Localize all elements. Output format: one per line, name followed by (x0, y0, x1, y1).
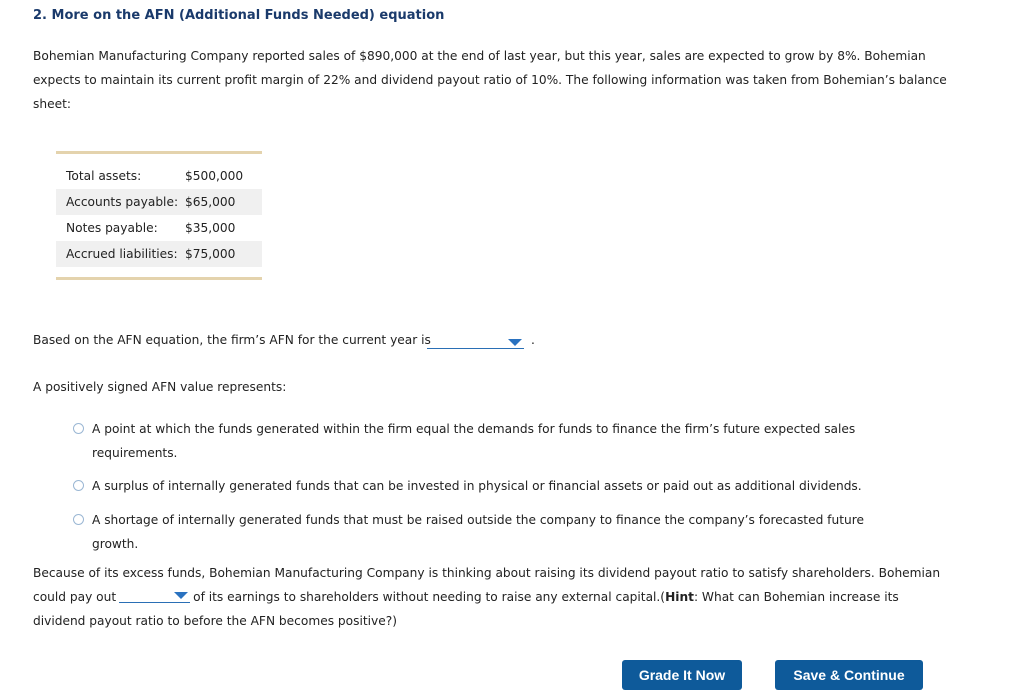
table-row (56, 215, 262, 241)
payout-question-part1: Because of its excess funds, Bohemian Manufacturing Company is thinking about raising its dividend payout ratio to satisfy shareholders. Bohemian could pay out (33, 566, 941, 604)
row-label: Notes payable: (66, 221, 158, 235)
radio-button[interactable] (73, 423, 84, 434)
table-row (56, 163, 262, 189)
option-label: A point at which the funds generated within the firm equal the demands for funds to finance the firm’s future expected sales requirements. (92, 422, 856, 460)
save-and-continue-button[interactable]: Save & Continue (775, 660, 923, 690)
afn-meaning-prompt: A positively signed AFN value represents: (33, 380, 287, 394)
row-label: Accrued liabilities: (66, 247, 178, 261)
row-label: Accounts payable: (66, 195, 179, 209)
row-value: $65,000 (185, 195, 236, 209)
row-value: $75,000 (185, 247, 236, 261)
balance-sheet-table (56, 151, 262, 280)
table-row (56, 241, 262, 267)
afn-dropdown[interactable] (427, 336, 524, 349)
chevron-down-icon (508, 339, 522, 346)
radio-button[interactable] (73, 514, 84, 525)
payout-question (33, 561, 953, 633)
chevron-down-icon (174, 592, 188, 599)
hint-text: : What can Bohemian increase its dividend payout ratio to before the AFN becomes positive?) (33, 590, 899, 628)
afn-question-period: . (531, 333, 535, 347)
row-value: $500,000 (185, 169, 244, 183)
option-label: A surplus of internally generated funds that can be invested in physical or financial assets or paid out as additional dividends. (92, 479, 862, 493)
row-value: $35,000 (185, 221, 236, 235)
option-label: A shortage of internally generated funds that must be raised outside the company to finance the company’s forecasted future growth. (92, 513, 864, 551)
question-intro: Bohemian Manufacturing Company reported sales of $890,000 at the end of last year, but this year, sales are expected to grow by 8%. Bohemian expects to maintain its current profit margin of 22% and dividend payout ratio of 10%. The following information was taken from Bohemian’s balance sheet: (33, 49, 947, 111)
payout-dropdown[interactable] (119, 589, 190, 603)
row-label: Total assets: (66, 169, 142, 183)
table-row (56, 189, 262, 215)
hint-label: Hint (665, 590, 694, 604)
radio-button[interactable] (73, 480, 84, 491)
question-title: 2. More on the AFN (Additional Funds Needed) equation (33, 8, 445, 23)
payout-question-part2: of its earnings to shareholders without needing to raise any external capital.( (193, 590, 666, 604)
grade-it-now-button[interactable]: Grade It Now (622, 660, 742, 690)
afn-question-text: Based on the AFN equation, the firm’s AFN for the current year is (33, 333, 431, 347)
